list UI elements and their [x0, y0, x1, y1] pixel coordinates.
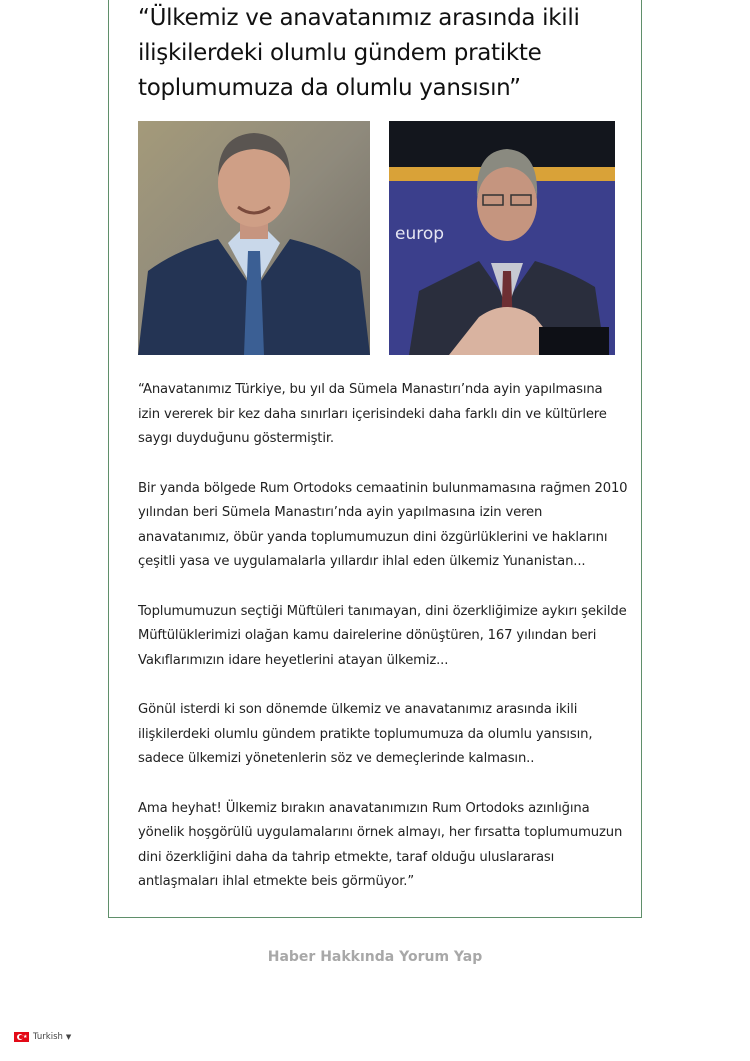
paragraph-5: Ama heyhat! Ülkemiz bırakın anavatanımızın Rum Ortodoks azınlığına yönelik hoşgörülü uygulamalarını örnek almayı, her fırsatta toplumumuzun dini özerkliğini daha da tahrip etmekte, taraf olduğu uluslararası antlaşmaları ihlal etmekte beis görmüyor.”	[138, 800, 623, 889]
paragraph-2: Bir yanda bölgede Rum Ortodoks cemaatinin bulunmamasına rağmen 2010 yılından beri Sümela Manastırı’nda ayin yapılmasına izin veren anavatanımız, öbür yanda toplumumuzun dini özgürlüklerini ve haklarını çeşitli yasa ve uygulamalarla yıllardır ihlal eden ülkemiz Yunanistan...	[138, 480, 628, 569]
article-box	[108, 0, 642, 918]
svg-text:europ: europ	[395, 224, 445, 244]
photo-man-european-parliament	[389, 121, 615, 355]
photo-man-blue-suit	[138, 121, 370, 355]
language-label: Turkish	[33, 1032, 63, 1042]
chevron-down-icon: ▼	[65, 1033, 72, 1041]
paragraph-3: Toplumumuzun seçtiği Müftüleri tanımayan, dini özerkliğimize aykırı şekilde Müftülüklerimizi olağan kamu dairelerine dönüştüren, 167 yılından beri Vakıflarımızın idare heyetlerini atayan ülkemiz...	[138, 603, 627, 668]
parliament-image	[389, 121, 615, 355]
paragraph-1: “Anavatanımız Türkiye, bu yıl da Sümela Manastırı’nda ayin yapılmasına izin vererek bir kez daha sınırları içerisindeki daha farklı din ve kültürlere saygı duyduğunu göstermiştir.	[138, 382, 607, 446]
paragraph-4: Gönül isterdi ki son dönemde ülkemiz ve anavatanımız arasında ikili ilişkilerdeki olumlu gündem pratikte toplumumuza da olumlu yansısın, sadece ülkemizi yönetenlerin söz ve demeçlerinde kalmasın..	[138, 702, 593, 766]
turkey-flag-icon: ★	[14, 1032, 29, 1042]
comment-on-news-link[interactable]: Haber Hakkında Yorum Yap	[267, 949, 483, 965]
language-selector[interactable]	[14, 1032, 71, 1042]
article-body	[138, 378, 628, 920]
article-title: “Ülkemiz ve anavatanımız arasında ikili ilişkilerdeki olumlu gündem pratikte toplumumuza da olumlu yansısın”	[138, 5, 580, 101]
portrait-image	[138, 121, 370, 355]
